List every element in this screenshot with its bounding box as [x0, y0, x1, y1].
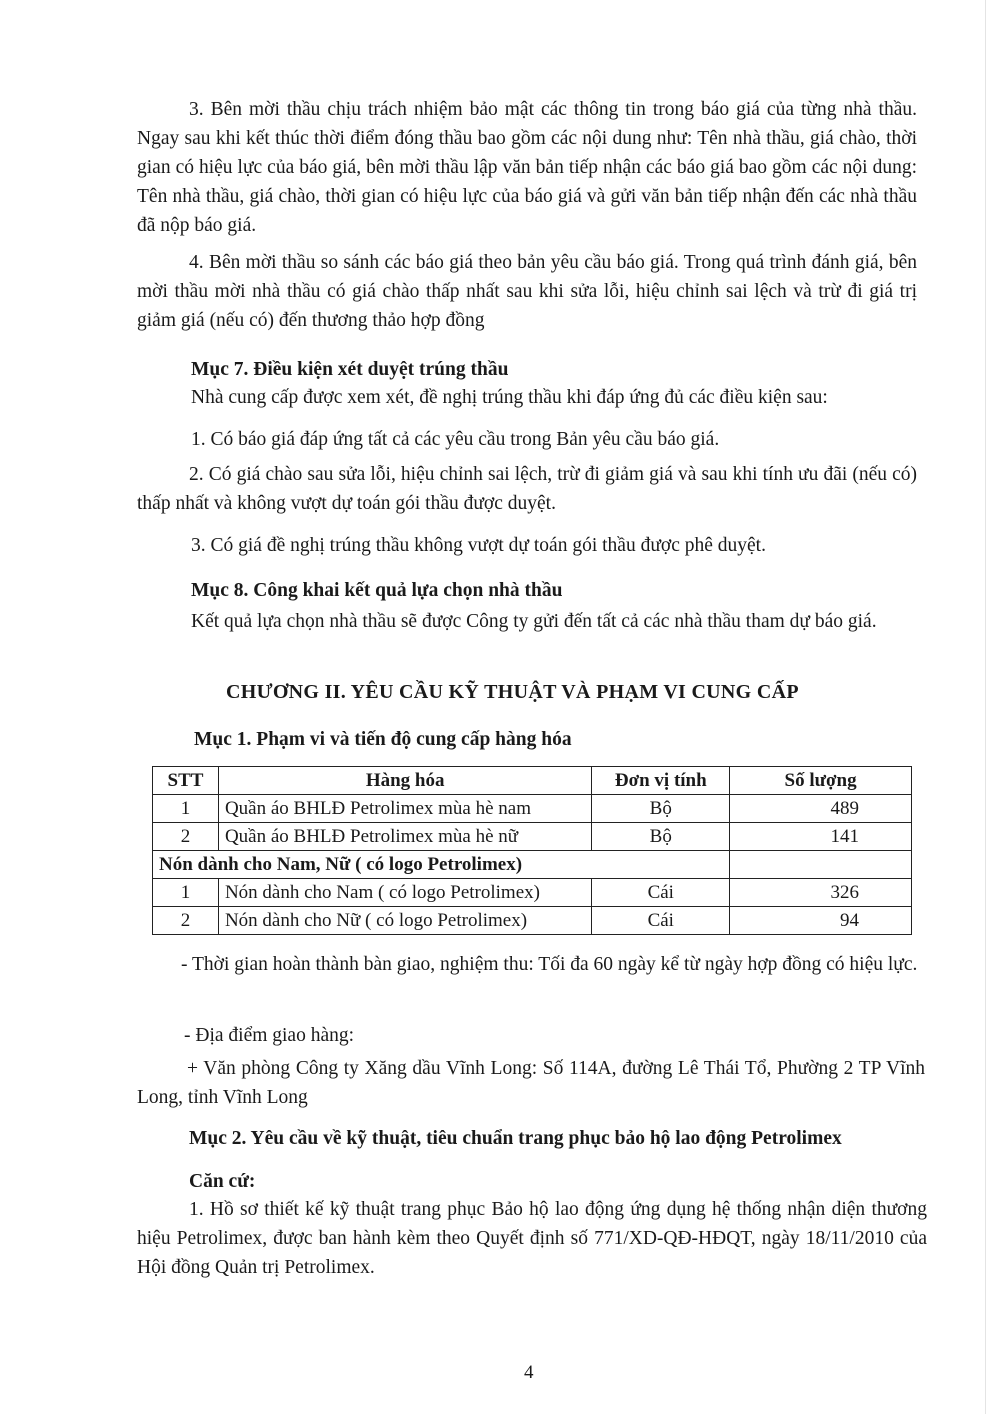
row-stt: 1 [153, 795, 219, 823]
row-goods: Quần áo BHLĐ Petrolimex mùa hè nữ [218, 823, 591, 851]
row-unit: Cái [592, 907, 730, 935]
delivery-address: + Văn phòng Công ty Xăng dầu Vĩnh Long: Số 114A, đường Lê Thái Tổ, Phường 2 TP Vĩnh Long, tỉnh Vĩnh Long [137, 1058, 925, 1108]
row-stt: 2 [153, 907, 219, 935]
section2-item1: 1. Hồ sơ thiết kế kỹ thuật trang phục Bảo hộ lao động ứng dụng hệ thống nhận diện thương hiệu Petrolimex, được ban hành kèm theo Quyết định số 771/XD-QĐ-HĐQT, ngày 18/11/2010 của Hội đồng Quản trị Petrolimex. [137, 1199, 927, 1278]
section1-heading: Mục 1. Phạm vi và tiến độ cung cấp hàng hóa [194, 729, 572, 750]
section7-item1: 1. Có báo giá đáp ứng tất cả các yêu cầu trong Bản yêu cầu báo giá. [191, 429, 720, 450]
section7-item3: 3. Có giá đề nghị trúng thầu không vượt dự toán gói thầu được phê duyệt. [191, 535, 766, 556]
row-goods: Quần áo BHLĐ Petrolimex mùa hè nam [218, 795, 591, 823]
row-qty: 94 [730, 907, 912, 935]
row-goods: Nón dành cho Nam ( có logo Petrolimex) [218, 879, 591, 907]
section7-heading: Mục 7. Điều kiện xét duyệt trúng thầu [191, 359, 509, 380]
row-unit: Cái [592, 879, 730, 907]
group-label: Nón dành cho Nam, Nữ ( có logo Petrolimex) [153, 851, 730, 879]
header-qty: Số lượng [730, 767, 912, 795]
section8-heading: Mục 8. Công khai kết quả lựa chọn nhà thầu [191, 580, 563, 601]
row-goods: Nón dành cho Nữ ( có logo Petrolimex) [218, 907, 591, 935]
section7-intro: Nhà cung cấp được xem xét, đề nghị trúng thầu khi đáp ứng đủ các điều kiện sau: [191, 387, 828, 408]
row-unit: Bộ [592, 823, 730, 851]
row-qty: 489 [730, 795, 912, 823]
delivery-time: - Thời gian hoàn thành bàn giao, nghiệm thu: Tối đa 60 ngày kể từ ngày hợp đồng có hiệu lực. [181, 954, 918, 975]
header-unit: Đơn vị tính [592, 767, 730, 795]
table-row [153, 795, 912, 823]
row-qty: 141 [730, 823, 912, 851]
section6-item3: 3. Bên mời thầu chịu trách nhiệm bảo mật các thông tin trong báo giá của từng nhà thầu. Ngay sau khi kết thúc thời điểm đóng thầu bao gồm các nội dung như: Tên nhà thầu, giá chào, thời gian có hiệu lực của báo giá, bên mời thầu lập văn bản tiếp nhận các báo giá bao gồm các nội dung: Tên nhà thầu, giá chào, thời gian có hiệu lực của báo giá và gửi văn bản tiếp nhận đến các nhà thầu đã nộp báo giá. [137, 99, 917, 236]
header-goods: Hàng hóa [218, 767, 591, 795]
row-unit: Bộ [592, 795, 730, 823]
table-row [153, 907, 912, 935]
goods-table [152, 766, 912, 935]
page-number: 4 [524, 1362, 534, 1383]
chapter2-title: CHƯƠNG II. YÊU CẦU KỸ THUẬT VÀ PHẠM VI CUNG CẤP [226, 681, 799, 703]
table-row [153, 879, 912, 907]
row-qty: 326 [730, 879, 912, 907]
delivery-place-label: - Địa điểm giao hàng: [184, 1025, 355, 1046]
group-empty-cell [730, 851, 912, 879]
section2-basis-label: Căn cứ: [189, 1171, 256, 1192]
section6-item4: 4. Bên mời thầu so sánh các báo giá theo bản yêu cầu báo giá. Trong quá trình đánh giá, bên mời thầu mời nhà thầu có giá chào thấp nhất sau khi sửa lỗi, hiệu chỉnh sai lệch và trừ đi giá trị giảm giá (nếu có) đến thương thảo hợp đồng [137, 252, 917, 331]
table-row [153, 823, 912, 851]
table-header-row [153, 767, 912, 795]
scan-edge-line [985, 0, 986, 1414]
section2-heading: Mục 2. Yêu cầu về kỹ thuật, tiêu chuẩn trang phục bảo hộ lao động Petrolimex [189, 1128, 842, 1149]
row-stt: 2 [153, 823, 219, 851]
section7-item2: 2. Có giá chào sau sửa lỗi, hiệu chỉnh sai lệch, trừ đi giảm giá và sau khi tính ưu đãi (nếu có) thấp nhất và không vượt dự toán gói thầu được duyệt. [137, 464, 917, 514]
table-group-row [153, 851, 912, 879]
section8-text: Kết quả lựa chọn nhà thầu sẽ được Công ty gửi đến tất cả các nhà thầu tham dự báo giá. [191, 611, 877, 632]
row-stt: 1 [153, 879, 219, 907]
header-stt: STT [153, 767, 219, 795]
